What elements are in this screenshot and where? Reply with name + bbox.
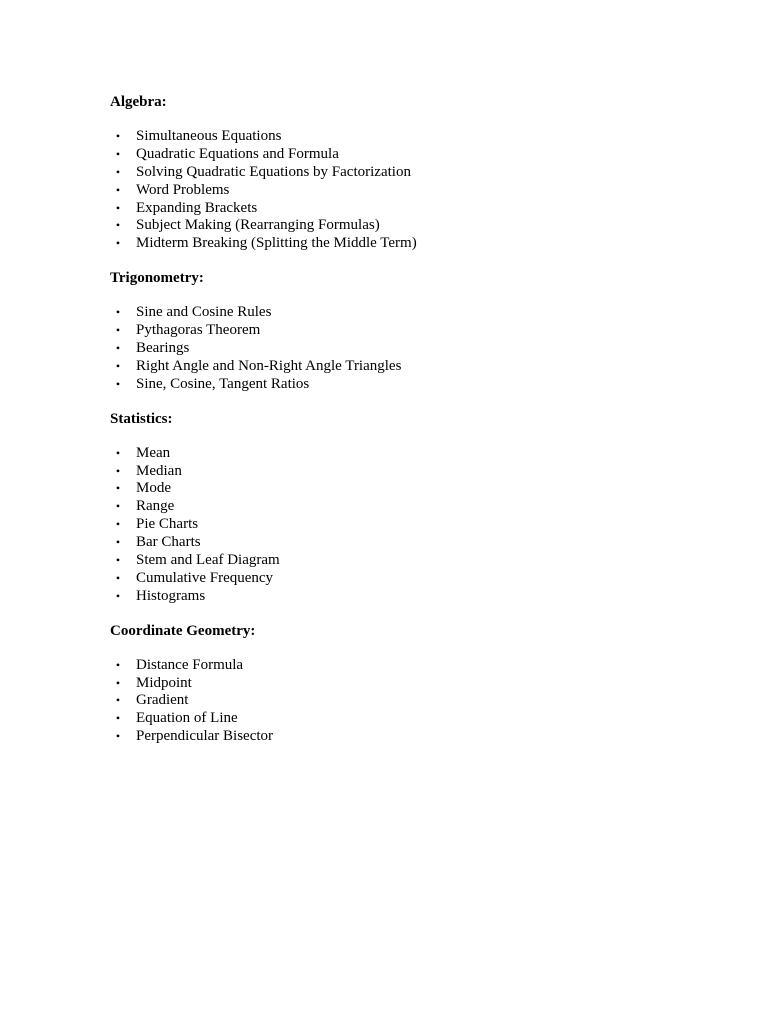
list-item-text: Bearings	[136, 340, 190, 357]
list-item	[110, 128, 710, 146]
list-item-text: Subject Making (Rearranging Formulas)	[136, 217, 380, 234]
list-item-text: Histograms	[136, 587, 206, 604]
list-item	[110, 570, 710, 588]
list-item	[110, 516, 710, 534]
list-item-text: Bar Charts	[136, 534, 201, 551]
list-item-text: Stem and Leaf Diagram	[136, 552, 280, 569]
bullet-icon: •	[115, 376, 121, 391]
list-item-text: Right Angle and Non-Right Angle Triangles	[136, 357, 402, 374]
list-item-text: Equation of Line	[136, 710, 238, 727]
list-item	[110, 358, 710, 376]
list-item-text: Distance Formula	[136, 656, 244, 673]
list-item-text: Perpendicular Bisector	[136, 728, 274, 745]
bullet-icon: •	[115, 358, 121, 373]
list-item	[110, 164, 710, 182]
bullet-icon: •	[115, 129, 121, 143]
list-item	[110, 217, 710, 235]
bullet-icon: •	[115, 323, 121, 338]
bullet-icon: •	[115, 218, 121, 233]
list-item-text: Expanding Brackets	[136, 199, 258, 216]
bullet-icon: •	[115, 164, 121, 179]
list-item-text: Simultaneous Equations	[136, 128, 282, 144]
topic-list	[110, 445, 710, 606]
topic-list	[110, 657, 710, 746]
list-item	[110, 304, 710, 322]
list-item	[110, 588, 710, 606]
list-item-text: Pie Charts	[136, 516, 199, 533]
bullet-icon: •	[115, 657, 121, 672]
bullet-icon: •	[115, 481, 121, 496]
list-item	[110, 376, 710, 394]
bullet-icon: •	[115, 517, 121, 532]
section-heading: Coordinate Geometry:	[110, 622, 256, 639]
list-item-text: Midterm Breaking (Splitting the Middle Term)	[136, 235, 417, 252]
topic-section	[110, 410, 710, 606]
bullet-icon: •	[115, 693, 121, 708]
list-item	[110, 692, 710, 710]
section-heading: Trigonometry:	[110, 270, 204, 287]
list-item	[110, 182, 710, 200]
list-item-text: Median	[136, 462, 182, 479]
list-item	[110, 480, 710, 498]
bullet-icon: •	[115, 675, 121, 690]
list-item	[110, 322, 710, 340]
topic-list	[110, 128, 710, 253]
bullet-icon: •	[115, 341, 121, 356]
topic-section	[110, 93, 710, 253]
list-item	[110, 235, 710, 253]
bullet-icon: •	[115, 535, 121, 550]
list-item	[110, 675, 710, 693]
list-item-text: Sine, Cosine, Tangent Ratios	[136, 375, 310, 392]
bullet-icon: •	[115, 570, 121, 585]
list-item	[110, 340, 710, 358]
list-item-text: Mean	[136, 444, 171, 461]
list-item	[110, 146, 710, 164]
bullet-icon: •	[115, 305, 121, 320]
list-item	[110, 534, 710, 552]
list-item	[110, 710, 710, 728]
section-heading: Statistics:	[110, 410, 173, 427]
list-item	[110, 657, 710, 675]
bullet-icon: •	[115, 200, 121, 215]
list-item-text: Cumulative Frequency	[136, 569, 274, 586]
bullet-icon: •	[115, 499, 121, 514]
topic-list	[110, 304, 710, 393]
list-item-text: Sine and Cosine Rules	[136, 304, 272, 321]
list-item-text: Solving Quadratic Equations by Factorization	[136, 163, 411, 180]
list-item-text: Midpoint	[136, 674, 192, 691]
list-item-text: Mode	[136, 480, 171, 497]
list-item	[110, 463, 710, 481]
list-item-text: Gradient	[136, 692, 189, 709]
topic-section	[110, 269, 710, 393]
list-item-text: Range	[136, 498, 175, 515]
bullet-icon: •	[115, 146, 121, 161]
topic-section	[110, 622, 710, 746]
list-item-text: Quadratic Equations and Formula	[136, 145, 339, 162]
bullet-icon: •	[115, 729, 121, 744]
bullet-icon: •	[115, 553, 121, 568]
list-item	[110, 498, 710, 516]
bullet-icon: •	[115, 711, 121, 726]
list-item	[110, 552, 710, 570]
document-page	[110, 93, 710, 762]
list-item	[110, 200, 710, 218]
list-item-text: Pythagoras Theorem	[136, 322, 261, 339]
bullet-icon: •	[115, 182, 121, 197]
bullet-icon: •	[115, 236, 121, 251]
list-item	[110, 728, 710, 746]
bullet-icon: •	[115, 588, 121, 603]
bullet-icon: •	[115, 445, 121, 460]
bullet-icon: •	[115, 463, 121, 478]
section-heading: Algebra:	[110, 94, 167, 110]
list-item	[110, 445, 710, 463]
list-item-text: Word Problems	[136, 181, 230, 198]
